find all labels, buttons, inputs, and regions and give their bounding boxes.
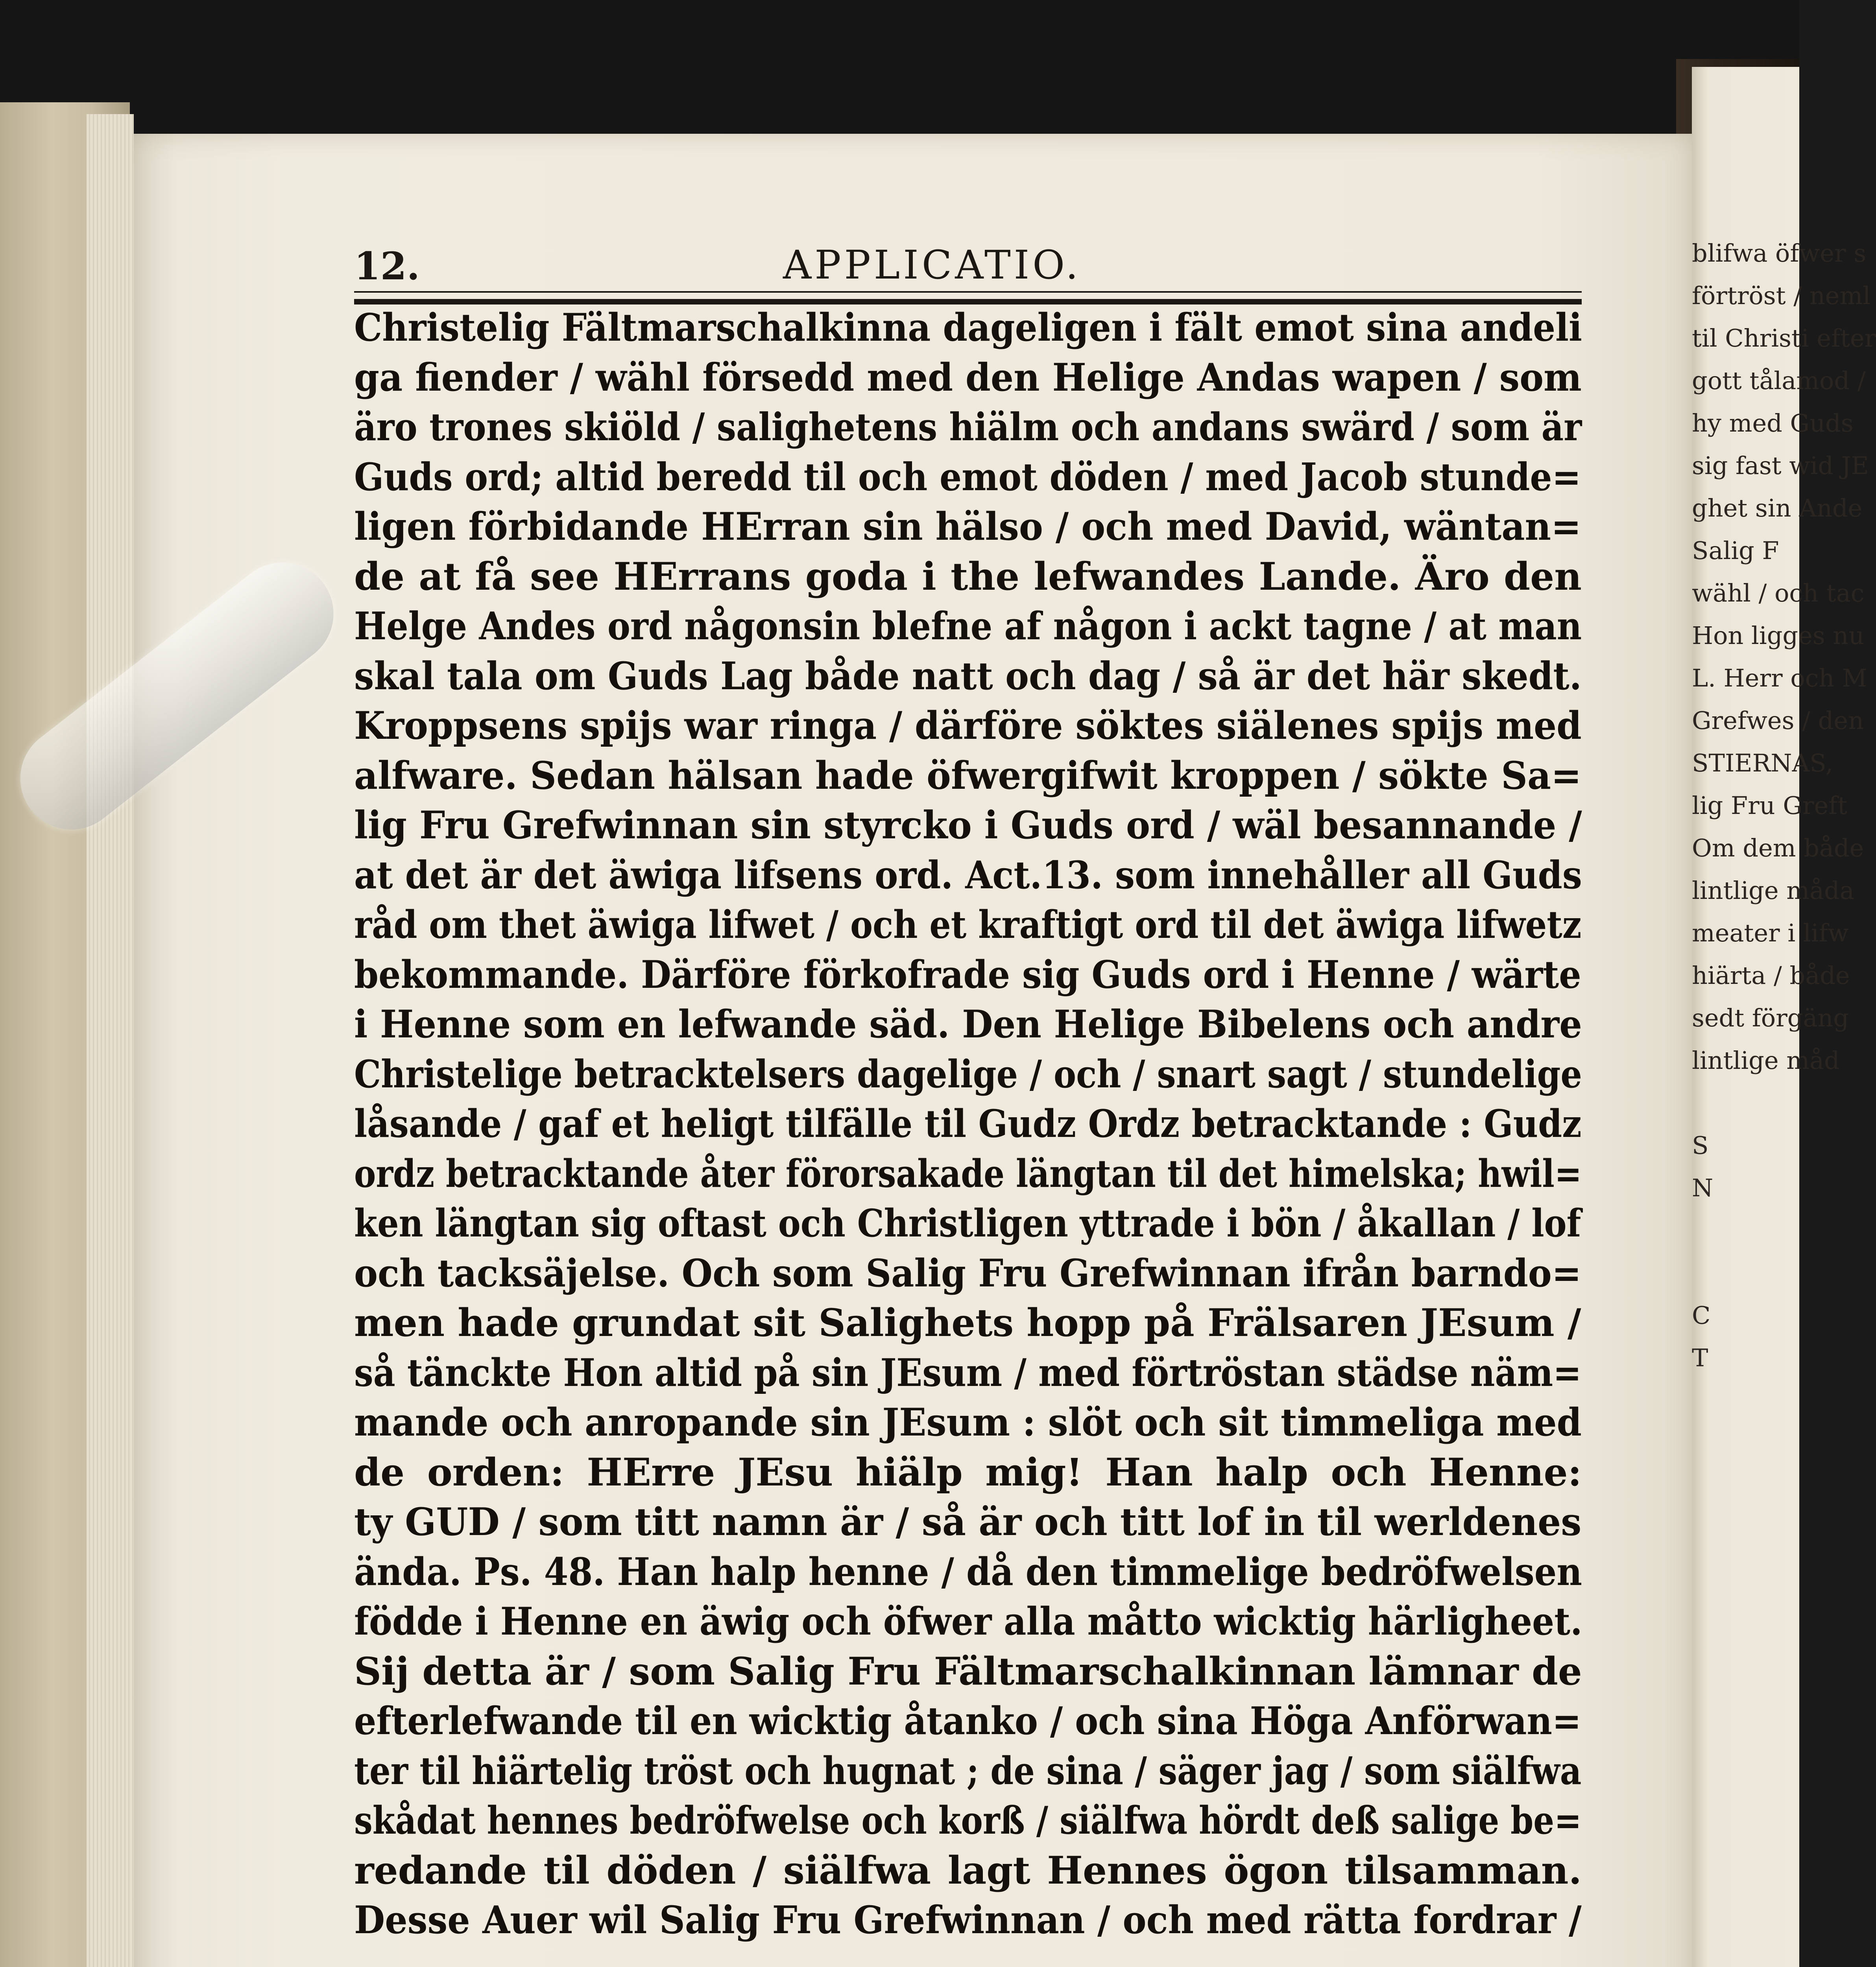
- text-line: och tacksäjelse. Och som Salig Fru Grefwinnan ifrån barndo=: [354, 1251, 1582, 1295]
- text-line: alfware. Sedan hälsan hade öfwergifwit kroppen / sökte Sa=: [354, 753, 1582, 798]
- facing-page-line: [1692, 1252, 1799, 1294]
- text-line: råd om thet äwiga lifwet / och et kraftigt ord til det äwiga lifwetz: [354, 902, 1582, 947]
- facing-page-line: N: [1692, 1174, 1714, 1202]
- page-number: 12.: [354, 244, 420, 288]
- facing-page-line: Salig F: [1692, 536, 1779, 565]
- facing-page-line: gott tålamod /: [1692, 366, 1866, 395]
- page-stack: [87, 114, 134, 1967]
- text-line: lig Fru Grefwinnan sin styrcko i Guds ord / wäl besannande /: [354, 803, 1582, 847]
- facing-page-line: L. Herr och M: [1692, 664, 1867, 692]
- text-line: Helge Andes ord någonsin blefne af någon i ackt tagne / at man: [354, 604, 1582, 648]
- facing-page-line: blifwa öfwer s: [1692, 239, 1867, 268]
- text-line: at det är det äwiga lifsens ord. Act.13. som innehåller all Guds: [354, 852, 1582, 897]
- facing-page-line: Om dem både: [1692, 834, 1864, 862]
- body-text: [354, 303, 1582, 1945]
- facing-page-line: til Christi efter: [1692, 324, 1876, 352]
- facing-page-line: wähl / och tac: [1692, 579, 1865, 607]
- text-line: skal tala om Guds Lag både natt och dag / så är det här skedt.: [354, 653, 1582, 698]
- facing-page: [1692, 67, 1876, 1967]
- text-line: ty GUD / som titt namn är / så är och titt lof in til werldenes: [354, 1500, 1582, 1544]
- text-line: så tänckte Hon altid på sin JEsum / med förtröstan städse näm=: [354, 1350, 1582, 1395]
- text-line: Guds ord; altid beredd til och emot döden / med Jacob stunde=: [354, 454, 1581, 499]
- text-line: äro trones skiöld / salighetens hiälm och andans swärd / som är: [354, 405, 1582, 449]
- facing-page-line: C: [1692, 1301, 1711, 1330]
- text-line: mande och anropande sin JEsum : slöt och sit timmeliga med: [354, 1400, 1582, 1445]
- text-line: födde i Henne en äwig och öfwer alla måtto wicktig härligheet.: [354, 1599, 1582, 1644]
- facing-page-line: hy med Guds: [1692, 409, 1854, 437]
- facing-page-line: lig Fru Greft: [1692, 791, 1848, 820]
- facing-page-line: S: [1692, 1131, 1709, 1160]
- facing-page-line: [1692, 1082, 1799, 1124]
- facing-page-text: [1692, 232, 1876, 1379]
- text-line: ter til hiärtelig tröst och hugnat ; de sina / säger jag / som siälfwa: [354, 1748, 1582, 1793]
- text-line: ligen förbidande HErran sin hälso / och med David, wäntan=: [354, 504, 1581, 549]
- text-line: Kroppsens spijs war ringa / därföre söktes siälenes spijs med: [354, 703, 1582, 748]
- text-line: Sij detta är / som Salig Fru Fältmarschalkinnan lämnar de: [354, 1649, 1582, 1694]
- text-line: men hade grundat sit Salighets hopp på Frälsaren JEsum /: [354, 1301, 1581, 1345]
- facing-page-line: sig fast wid JE: [1692, 451, 1869, 480]
- facing-page-line: hiärta / både: [1692, 961, 1850, 990]
- text-line: de at få see HErrans goda i the lefwandes Lande. Äro den: [354, 554, 1582, 599]
- head-rule-thin: [354, 291, 1582, 293]
- text-line: ända. Ps. 48. Han halp henne / då den timmelige bedröfwelsen: [354, 1549, 1582, 1594]
- text-line: ga fiender / wähl försedd med den Helige Andas wapen / som: [354, 355, 1582, 400]
- text-line: skådat hennes bedröfwelse och korß / siälfwa hördt deß salige be=: [354, 1798, 1582, 1843]
- text-line: bekommande. Därföre förkofrade sig Guds ord i Henne / wärte: [354, 952, 1581, 997]
- text-line: de orden: HErre JEsu hiälp mig! Han halp och Henne:: [354, 1450, 1582, 1495]
- facing-page-line: förtröst / neml: [1692, 281, 1871, 310]
- facing-page-line: T: [1692, 1343, 1708, 1372]
- facing-page-line: STIERNAS,: [1692, 749, 1834, 777]
- text-line: i Henne som en lefwande säd. Den Helige Bibelens och andre: [354, 1002, 1582, 1046]
- text-line: ken längtan sig oftast och Christligen yttrade i bön / åkallan / lof: [354, 1201, 1581, 1246]
- text-line: redande til döden / siälfwa lagt Hennes ögon tilsamman.: [354, 1848, 1582, 1893]
- facing-page-line: Hon ligges nu: [1692, 621, 1865, 650]
- facing-page-line: Grefwes / den: [1692, 706, 1864, 735]
- facing-page-line: meater i lifw: [1692, 919, 1849, 947]
- text-line: ordz betracktande åter förorsakade längtan til det himelska; hwil=: [354, 1151, 1582, 1196]
- running-head: APPLICATIO.: [783, 242, 1082, 288]
- facing-page-line: sedt förgäng: [1692, 1004, 1849, 1032]
- text-line: Christelige betracktelsers dagelige / och / snart sagt / stundelige: [354, 1052, 1582, 1096]
- text-line: låsande / gaf et heligt tilfälle til Gudz Ordz betracktande : Gudz: [354, 1102, 1582, 1146]
- facing-page-line: lintlige måd: [1692, 1046, 1840, 1075]
- facing-page-line: ghet sin Ande: [1692, 494, 1863, 522]
- facing-page-line: lintlige måda: [1692, 876, 1854, 905]
- text-line: Desse Auer wil Salig Fru Grefwinnan / och med rätta fordrar /: [354, 1898, 1582, 1942]
- facing-page-line: [1692, 1209, 1799, 1252]
- text-line: Christelig Fältmarschalkinna dageligen i fält emot sina andeli: [354, 305, 1582, 350]
- text-line: efterlefwande til en wicktig åtanko / och sina Höga Anförwan=: [354, 1699, 1582, 1743]
